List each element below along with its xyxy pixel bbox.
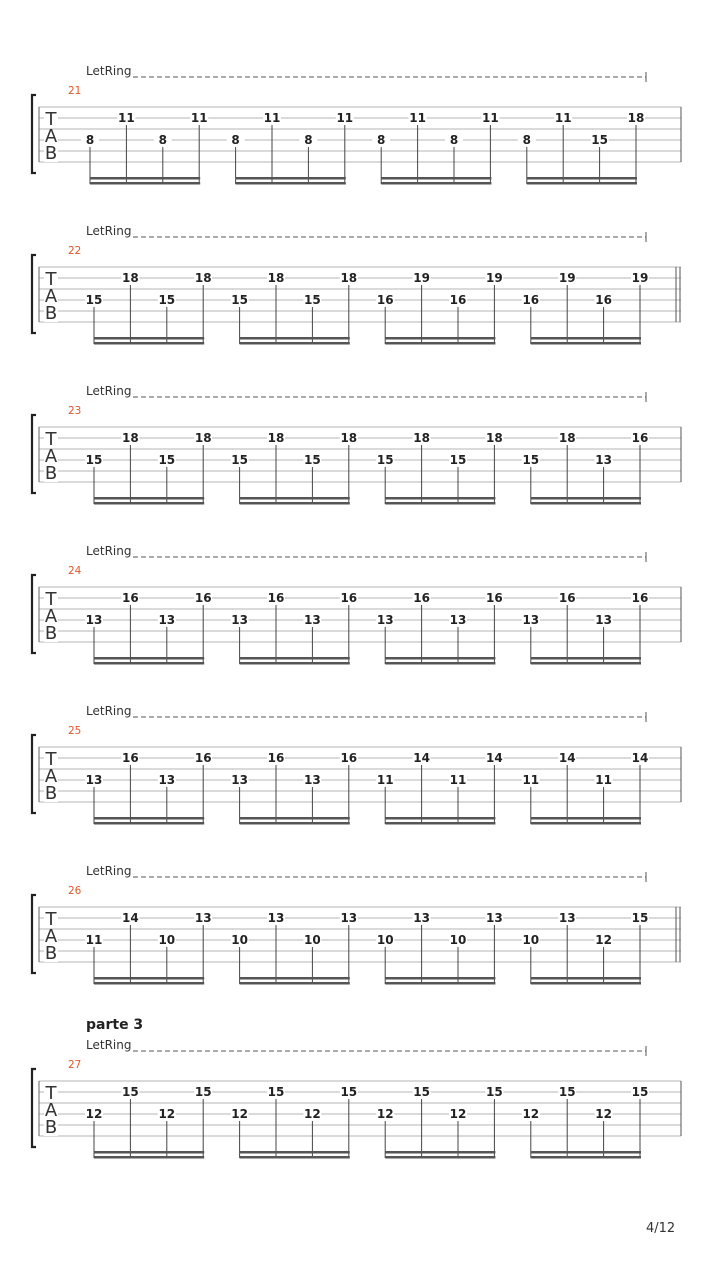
fret-number: 11	[409, 111, 426, 125]
system-bracket	[32, 1069, 36, 1147]
beam	[527, 182, 637, 185]
beam	[90, 177, 200, 180]
beam	[385, 662, 495, 665]
system-bracket	[32, 575, 36, 653]
fret-number: 11	[522, 773, 540, 787]
fret-number: 16	[449, 293, 467, 307]
fret-number: 16	[631, 431, 649, 445]
fret-number: 15	[122, 1085, 139, 1099]
fret-number: 19	[631, 271, 649, 285]
measure-number: 27	[68, 1059, 82, 1071]
tab-clef-letter: T	[45, 749, 57, 770]
beam	[385, 1151, 495, 1154]
fret-number: 15	[591, 133, 608, 147]
tab-clef-letter: A	[44, 926, 58, 947]
beam	[381, 177, 491, 180]
tab-clef-letter: A	[44, 1100, 58, 1121]
measure-number: 22	[68, 245, 82, 257]
beam	[385, 822, 495, 825]
beam	[385, 497, 495, 500]
tab-clef-letter: T	[45, 429, 57, 450]
tab-clef-letter: B	[44, 143, 58, 164]
fret-number: 10	[231, 933, 248, 947]
fret-number: 13	[340, 911, 358, 925]
tab-clef-letter: B	[44, 303, 58, 324]
fret-number: 8	[377, 133, 386, 147]
tab-system	[32, 384, 681, 505]
beam	[94, 497, 204, 500]
beam	[240, 982, 350, 985]
tab-system	[32, 64, 681, 185]
fret-number: 12	[304, 1107, 321, 1121]
beam	[240, 817, 350, 820]
fret-number: 15	[376, 453, 394, 467]
measure-number: 25	[68, 725, 82, 737]
fret-number: 18	[413, 431, 430, 445]
tab-system	[32, 1017, 681, 1159]
fret-number: 8	[304, 133, 313, 147]
beam	[240, 342, 350, 345]
fret-number: 18	[194, 431, 212, 445]
beam	[531, 502, 641, 505]
fret-number: 16	[194, 751, 212, 765]
fret-number: 10	[158, 933, 176, 947]
beam	[90, 182, 200, 185]
fret-number: 13	[449, 613, 467, 627]
fret-number: 13	[376, 613, 394, 627]
beam	[94, 1151, 204, 1154]
fret-number: 15	[267, 1085, 285, 1099]
fret-number: 13	[85, 773, 103, 787]
fret-number: 15	[631, 911, 649, 925]
measure-number: 26	[68, 885, 82, 897]
beam	[531, 497, 641, 500]
fret-number: 11	[85, 933, 103, 947]
system-bracket	[32, 895, 36, 973]
tab-clef-letter: T	[45, 1083, 57, 1104]
beam	[531, 1156, 641, 1159]
beam	[94, 662, 204, 665]
fret-number: 16	[522, 293, 540, 307]
beam	[236, 182, 346, 185]
tab-clef-letter: A	[44, 286, 58, 307]
fret-number: 13	[522, 613, 540, 627]
fret-number: 10	[449, 933, 467, 947]
fret-number: 8	[85, 133, 95, 147]
beam	[385, 657, 495, 660]
fret-number: 10	[522, 933, 540, 947]
system-bracket	[32, 735, 36, 813]
beam	[94, 337, 204, 340]
beam	[385, 982, 495, 985]
let-ring-label: LetRing	[86, 64, 132, 78]
fret-number: 13	[304, 773, 321, 787]
measure-number: 23	[68, 405, 82, 417]
fret-number: 13	[595, 453, 612, 467]
fret-number: 15	[304, 453, 321, 467]
beam	[94, 977, 204, 980]
fret-number: 13	[231, 613, 248, 627]
fret-number: 11	[190, 111, 208, 125]
system-bracket	[32, 95, 36, 173]
fret-number: 15	[631, 1085, 649, 1099]
fret-number: 15	[522, 453, 540, 467]
beam	[531, 342, 641, 345]
beam	[240, 1151, 350, 1154]
system-bracket	[32, 255, 36, 333]
beam	[381, 182, 491, 185]
beam	[94, 982, 204, 985]
fret-number: 18	[267, 431, 285, 445]
let-ring-label: LetRing	[86, 224, 132, 238]
fret-number: 13	[231, 773, 248, 787]
fret-number: 12	[231, 1107, 248, 1121]
beam	[94, 342, 204, 345]
fret-number: 15	[231, 453, 248, 467]
fret-number: 14	[413, 751, 430, 765]
fret-number: 13	[558, 911, 576, 925]
let-ring-label: LetRing	[86, 384, 132, 398]
tab-system	[32, 704, 681, 825]
beam	[531, 657, 641, 660]
fret-number: 16	[631, 591, 649, 605]
beam	[240, 1156, 350, 1159]
let-ring-label: LetRing	[86, 1038, 132, 1052]
fret-number: 15	[158, 453, 176, 467]
fret-number: 16	[194, 591, 212, 605]
fret-number: 10	[376, 933, 394, 947]
beam	[531, 337, 641, 340]
fret-number: 14	[631, 751, 649, 765]
fret-number: 18	[558, 431, 576, 445]
fret-number: 14	[486, 751, 503, 765]
fret-number: 12	[595, 933, 612, 947]
beam	[94, 817, 204, 820]
beam	[240, 502, 350, 505]
fret-number: 19	[558, 271, 576, 285]
fret-number: 16	[122, 591, 139, 605]
fret-number: 16	[558, 591, 576, 605]
fret-number: 13	[85, 613, 103, 627]
fret-number: 11	[336, 111, 354, 125]
tab-clef-letter: A	[44, 766, 58, 787]
tab-clef-letter: A	[44, 446, 58, 467]
fret-number: 8	[449, 133, 459, 147]
fret-number: 11	[449, 773, 467, 787]
fret-number: 13	[595, 613, 612, 627]
fret-number: 12	[449, 1107, 467, 1121]
fret-number: 15	[231, 293, 248, 307]
fret-number: 16	[486, 591, 503, 605]
fret-number: 15	[85, 293, 103, 307]
fret-number: 16	[267, 591, 285, 605]
let-ring-label: LetRing	[86, 864, 132, 878]
fret-number: 12	[595, 1107, 612, 1121]
beam	[94, 502, 204, 505]
tab-system	[32, 224, 681, 345]
beam	[531, 817, 641, 820]
beam	[240, 657, 350, 660]
fret-number: 18	[627, 111, 645, 125]
tab-clef-letter: B	[44, 1117, 58, 1138]
fret-number: 11	[482, 111, 499, 125]
fret-number: 16	[413, 591, 430, 605]
fret-number: 12	[376, 1107, 394, 1121]
fret-number: 15	[85, 453, 103, 467]
beam	[240, 822, 350, 825]
fret-number: 12	[85, 1107, 103, 1121]
tab-clef-letter: B	[44, 783, 58, 804]
fret-number: 18	[122, 431, 139, 445]
fret-number: 14	[558, 751, 576, 765]
beam	[385, 977, 495, 980]
fret-number: 15	[304, 293, 321, 307]
tab-clef-letter: T	[45, 269, 57, 290]
fret-number: 13	[158, 613, 176, 627]
fret-number: 18	[340, 271, 358, 285]
fret-number: 12	[522, 1107, 540, 1121]
fret-number: 15	[158, 293, 176, 307]
fret-number: 13	[158, 773, 176, 787]
fret-number: 16	[267, 751, 285, 765]
tab-clef-letter: B	[44, 623, 58, 644]
fret-number: 13	[267, 911, 285, 925]
fret-number: 18	[340, 431, 358, 445]
fret-number: 19	[486, 271, 503, 285]
tab-clef-letter: A	[44, 126, 58, 147]
fret-number: 16	[595, 293, 612, 307]
tab-system	[32, 544, 681, 665]
fret-number: 16	[122, 751, 139, 765]
beam	[240, 497, 350, 500]
fret-number: 8	[231, 133, 240, 147]
fret-number: 10	[304, 933, 321, 947]
fret-number: 13	[304, 613, 321, 627]
beam	[531, 822, 641, 825]
fret-number: 15	[340, 1085, 358, 1099]
fret-number: 18	[194, 271, 212, 285]
measure-number: 24	[68, 565, 82, 577]
beam	[385, 502, 495, 505]
fret-number: 11	[595, 773, 612, 787]
fret-number: 16	[340, 751, 358, 765]
fret-number: 8	[522, 133, 531, 147]
fret-number: 11	[263, 111, 281, 125]
fret-number: 15	[558, 1085, 576, 1099]
beam	[236, 177, 346, 180]
beam	[531, 662, 641, 665]
fret-number: 13	[486, 911, 503, 925]
beam	[240, 337, 350, 340]
beam	[94, 1156, 204, 1159]
tab-system	[32, 864, 681, 985]
fret-number: 15	[194, 1085, 212, 1099]
tab-clef-letter: B	[44, 463, 58, 484]
fret-number: 8	[158, 133, 167, 147]
section-title: parte 3	[86, 1017, 144, 1033]
fret-number: 11	[376, 773, 394, 787]
fret-number: 11	[118, 111, 135, 125]
fret-number: 18	[122, 271, 139, 285]
let-ring-label: LetRing	[86, 704, 132, 718]
beam	[94, 822, 204, 825]
system-bracket	[32, 415, 36, 493]
fret-number: 14	[122, 911, 139, 925]
fret-number: 11	[554, 111, 572, 125]
beam	[531, 1151, 641, 1154]
tab-clef-letter: T	[45, 109, 57, 130]
fret-number: 18	[486, 431, 503, 445]
beam	[531, 977, 641, 980]
beam	[94, 657, 204, 660]
fret-number: 19	[413, 271, 430, 285]
fret-number: 16	[340, 591, 358, 605]
fret-number: 13	[194, 911, 212, 925]
fret-number: 12	[158, 1107, 176, 1121]
tab-clef-letter: A	[44, 606, 58, 627]
fret-number: 13	[413, 911, 430, 925]
fret-number: 16	[376, 293, 394, 307]
beam	[385, 337, 495, 340]
tab-clef-letter: B	[44, 943, 58, 964]
beam	[531, 982, 641, 985]
page-number: 4/12	[646, 1221, 676, 1236]
fret-number: 15	[449, 453, 467, 467]
beam	[240, 977, 350, 980]
beam	[385, 342, 495, 345]
let-ring-label: LetRing	[86, 544, 132, 558]
tab-clef-letter: T	[45, 589, 57, 610]
beam	[385, 817, 495, 820]
measure-number: 21	[68, 85, 82, 97]
beam	[527, 177, 637, 180]
fret-number: 15	[413, 1085, 430, 1099]
beam	[240, 662, 350, 665]
fret-number: 18	[267, 271, 285, 285]
tab-clef-letter: T	[45, 909, 57, 930]
beam	[385, 1156, 495, 1159]
fret-number: 15	[486, 1085, 503, 1099]
